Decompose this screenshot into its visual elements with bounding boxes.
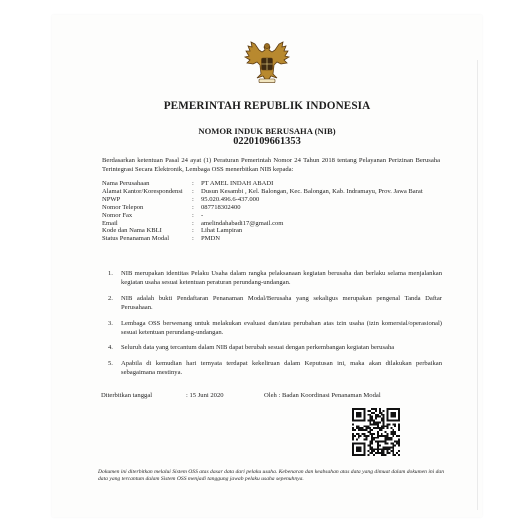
field-label: NPWP (102, 195, 121, 203)
government-title: PEMERINTAH REPUBLIK INDONESIA (163, 100, 371, 112)
issued-date-line (101, 392, 224, 399)
field-value: - (201, 211, 204, 219)
list-item (102, 319, 442, 337)
qr-code-icon (352, 408, 400, 456)
field-colon: : (192, 227, 194, 235)
list-item (102, 294, 442, 312)
document-title: NOMOR INDUK BERUSAHA (NIB) (198, 126, 336, 136)
field-row (102, 212, 442, 220)
field-colon: : (192, 219, 194, 227)
nib-number: 0220109661353 (233, 136, 301, 147)
garuda-emblem-icon (237, 38, 297, 86)
field-value: 95.020.496.6-437.000 (201, 195, 260, 203)
field-row (102, 220, 442, 228)
item-text: Apabila di kemudian hari ternyata terdapat kekeliruan dalam Keputusan ini, maka akan dilakukan perbaikan sebagaimana mestinya. (121, 359, 442, 377)
field-label: Nama Perusahaan (102, 180, 150, 187)
field-value: PMDN (201, 235, 221, 243)
field-value: 087718302400 (201, 203, 241, 211)
field-row (102, 227, 442, 235)
field-label: Status Penanaman Modal (102, 235, 170, 243)
provisions-list (102, 269, 442, 384)
field-row (102, 235, 442, 243)
item-text: Seluruh data yang tercantum dalam NIB dapat berubah sesuai dengan perkembangan kegiatan berusaha (121, 344, 395, 352)
item-number: 5. (108, 359, 113, 367)
issued-label: Diterbitkan tanggal (101, 392, 153, 399)
field-row (102, 204, 442, 212)
field-value: Dusun Kesambi , Kel. Balongan, Kec. Balongan, Kab. Indramayu, Prov. Jawa Barat (201, 187, 423, 195)
field-value: amelindahabadi17@gmail.com (201, 219, 284, 227)
field-label: Email (102, 219, 118, 227)
field-row (102, 188, 442, 196)
issued-date: : 15 Juni 2020 (186, 392, 224, 399)
item-number: 4. (108, 344, 113, 352)
field-colon: : (192, 195, 194, 203)
item-number: 2. (108, 294, 113, 302)
field-label: Alamat Kantor/Korespondensi (102, 187, 183, 195)
field-colon: : (192, 203, 194, 211)
item-text: Lembaga OSS berwenang untuk melakukan evaluasi dan/atau perubahan atas izin usaha (izin komersial/operasional) sesuai ketentuan perundang-undangan. (121, 319, 442, 336)
list-item (102, 269, 442, 287)
item-number: 1. (108, 270, 113, 277)
field-row (102, 180, 442, 188)
intro-paragraph: Berdasarkan ketentuan Pasal 24 ayat (1) Peraturan Pemerintah Nomor 24 Tahun 2018 tentang Pelayanan Perizinan Berusaha Terintegrasi Secara Elektronik, Lembaga OSS menerbitkan NIB kepada: (102, 157, 440, 174)
item-text: NIB adalah bukti Pendaftaran Penanaman Modal/Berusaha yang sekaligus merupakan pengenal Tanda Daftar Perusahaan. (121, 294, 442, 311)
item-text: NIB merupakan identitas Pelaku Usaha dalam rangka pelaksanaan kegiatan berusaha dan berlaku selama menjalankan kegiatan usaha sesuai ketentuan peraturan perundang-undangan. (121, 270, 442, 287)
nib-document (52, 15, 482, 517)
page-edge (477, 60, 478, 510)
field-colon: : (192, 235, 194, 243)
field-colon: : (192, 211, 194, 219)
footer-disclaimer: Dokumen ini diterbitkan melalui Sistem OSS atas dasar data dari pelaku usaha. Kebenaran dan keabsahan atas data yang dimuat dalam dokumen ini dan data yang tercantum dalam Sistem OSS menjadi tanggung jawab pelaku usaha sepenuhnya. (98, 469, 445, 483)
field-label: Nomor Fax (102, 211, 133, 219)
item-number: 3. (108, 319, 113, 327)
field-colon: : (192, 180, 194, 187)
field-value: PT AMEL INDAH ABADI (201, 180, 274, 187)
field-colon: : (192, 187, 194, 195)
list-item (102, 359, 442, 377)
field-row (102, 196, 442, 204)
field-label: Nomor Telepon (102, 203, 144, 211)
issuer-line: Oleh : Badan Koordinasi Penanaman Modal (264, 392, 381, 399)
list-item (102, 343, 442, 352)
field-label: Kode dan Nama KBLI (102, 227, 162, 235)
company-info-table (102, 180, 442, 243)
field-value: Lihat Lampiran (201, 227, 243, 235)
